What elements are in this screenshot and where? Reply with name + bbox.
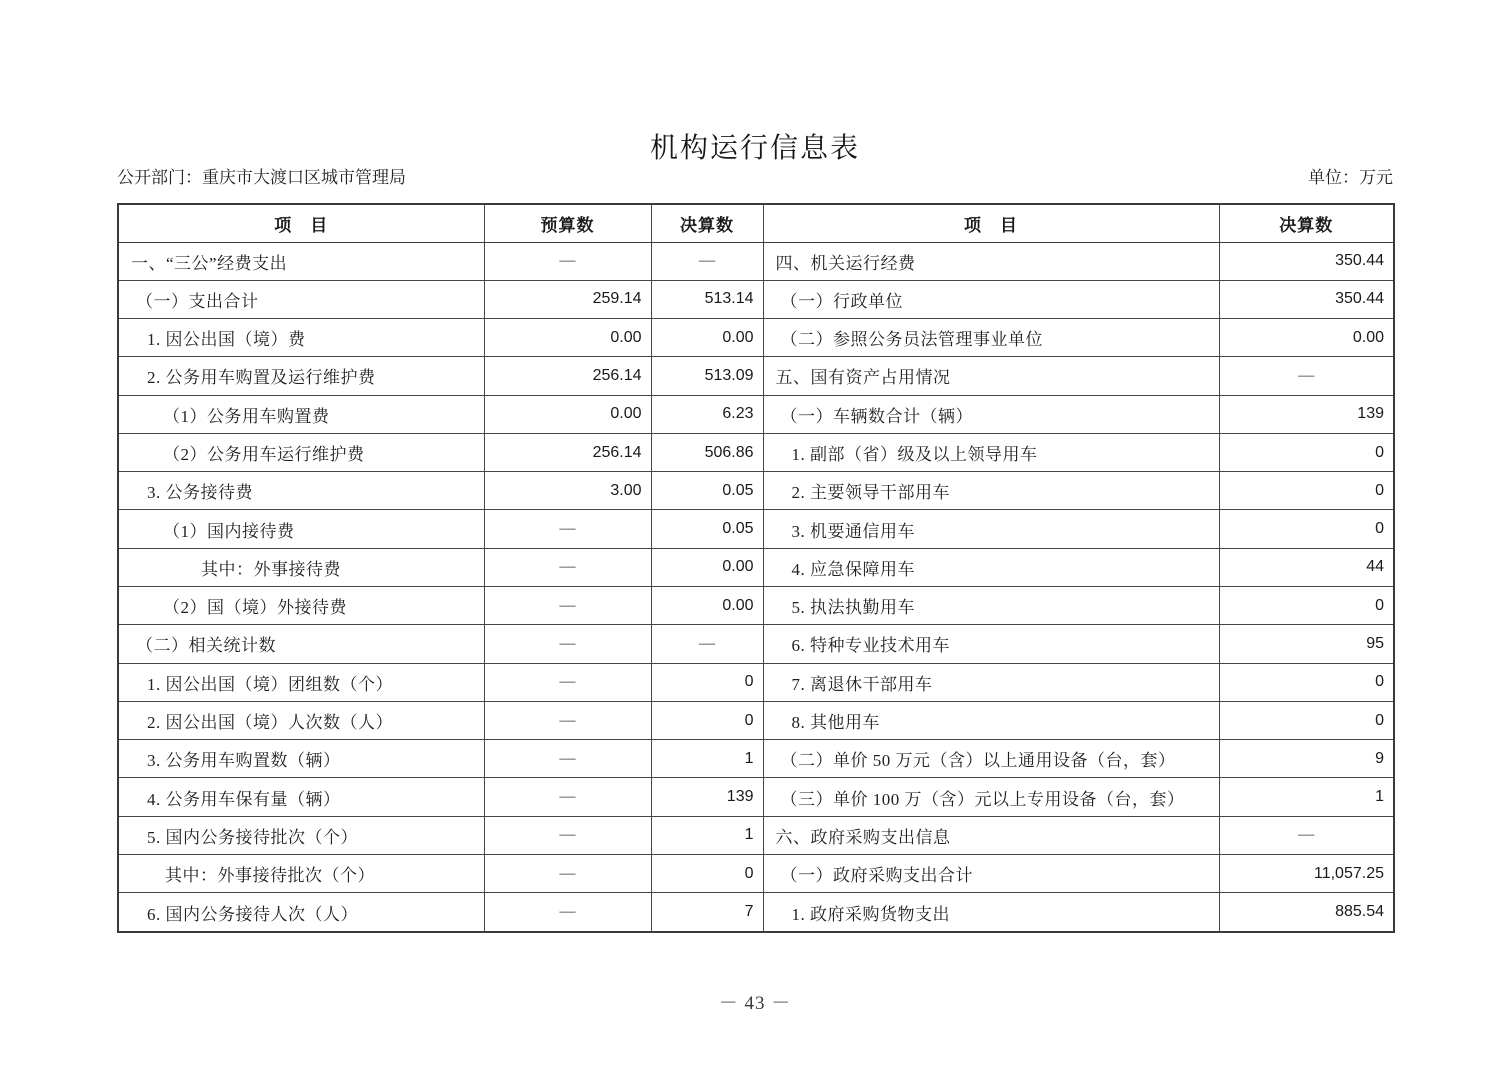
item-cell-right: （一）政府采购支出合计: [763, 855, 1219, 893]
item-cell-right: （一）行政单位: [763, 280, 1219, 318]
final-value-cell-left: —: [651, 242, 763, 280]
final-value-cell-left: 0.00: [651, 319, 763, 357]
final-value-cell-right: 44: [1219, 548, 1394, 586]
table-row: [118, 625, 1394, 663]
budget-value-cell: —: [484, 625, 651, 663]
budget-value-cell: —: [484, 701, 651, 739]
final-value-cell-left: 0.05: [651, 510, 763, 548]
col-header-item-right: 项 目: [763, 204, 1219, 242]
final-value-cell-right: 350.44: [1219, 242, 1394, 280]
budget-value-cell: —: [484, 663, 651, 701]
final-value-cell-left: 1: [651, 816, 763, 854]
col-header-item-left: 项 目: [118, 204, 484, 242]
item-cell-left: （二）相关统计数: [118, 625, 484, 663]
table-row: [118, 816, 1394, 854]
item-cell-left: （一）支出合计: [118, 280, 484, 318]
table-body: [118, 242, 1394, 932]
table-row: [118, 242, 1394, 280]
table-row: [118, 433, 1394, 471]
final-value-cell-right: 885.54: [1219, 893, 1394, 932]
budget-value-cell: —: [484, 242, 651, 280]
budget-value-cell: 259.14: [484, 280, 651, 318]
final-value-cell-left: —: [651, 625, 763, 663]
table-row: [118, 395, 1394, 433]
table-row: [118, 587, 1394, 625]
table-row: [118, 548, 1394, 586]
final-value-cell-right: 0: [1219, 663, 1394, 701]
item-cell-right: （三）单价 100 万（含）元以上专用设备（台，套）: [763, 778, 1219, 816]
table-row: [118, 510, 1394, 548]
item-cell-left: （2）国（境）外接待费: [118, 587, 484, 625]
item-cell-right: （二）参照公务员法管理事业单位: [763, 319, 1219, 357]
final-value-cell-left: 513.14: [651, 280, 763, 318]
item-cell-left: 4. 公务用车保有量（辆）: [118, 778, 484, 816]
budget-value-cell: —: [484, 510, 651, 548]
final-value-cell-left: 0.00: [651, 587, 763, 625]
table-row: [118, 472, 1394, 510]
budget-value-cell: —: [484, 893, 651, 932]
table-row: [118, 893, 1394, 932]
item-cell-right: 7. 离退休干部用车: [763, 663, 1219, 701]
item-cell-left: 5. 国内公务接待批次（个）: [118, 816, 484, 854]
col-header-budget: 预算数: [484, 204, 651, 242]
table-row: [118, 357, 1394, 395]
item-cell-left: （2）公务用车运行维护费: [118, 433, 484, 471]
budget-value-cell: —: [484, 778, 651, 816]
final-value-cell-left: 506.86: [651, 433, 763, 471]
final-value-cell-right: 0: [1219, 472, 1394, 510]
item-cell-left: 1. 因公出国（境）团组数（个）: [118, 663, 484, 701]
table-header-row: [118, 204, 1394, 242]
item-cell-left: 3. 公务用车购置数（辆）: [118, 740, 484, 778]
item-cell-right: 6. 特种专业技术用车: [763, 625, 1219, 663]
final-value-cell-left: 0.05: [651, 472, 763, 510]
final-value-cell-left: 513.09: [651, 357, 763, 395]
institution-operation-table: [117, 203, 1395, 933]
item-cell-right: 4. 应急保障用车: [763, 548, 1219, 586]
table-row: [118, 280, 1394, 318]
table-row: [118, 319, 1394, 357]
final-value-cell-right: 0: [1219, 587, 1394, 625]
final-value-cell-right: 0: [1219, 433, 1394, 471]
item-cell-left: 其中：外事接待批次（个）: [118, 855, 484, 893]
item-cell-right: 1. 政府采购货物支出: [763, 893, 1219, 932]
item-cell-left: 2. 因公出国（境）人次数（人）: [118, 701, 484, 739]
item-cell-left: 1. 因公出国（境）费: [118, 319, 484, 357]
item-cell-left: （1）国内接待费: [118, 510, 484, 548]
item-cell-right: 四、机关运行经费: [763, 242, 1219, 280]
budget-value-cell: 256.14: [484, 433, 651, 471]
budget-value-cell: —: [484, 816, 651, 854]
meta-row: [117, 163, 1393, 188]
final-value-cell-left: 139: [651, 778, 763, 816]
final-value-cell-right: 0: [1219, 701, 1394, 739]
item-cell-left: 其中：外事接待费: [118, 548, 484, 586]
item-cell-left: 6. 国内公务接待人次（人）: [118, 893, 484, 932]
final-value-cell-right: —: [1219, 357, 1394, 395]
final-value-cell-left: 0: [651, 855, 763, 893]
table-row: [118, 701, 1394, 739]
final-value-cell-left: 6.23: [651, 395, 763, 433]
item-cell-left: （1）公务用车购置费: [118, 395, 484, 433]
item-cell-right: 五、国有资产占用情况: [763, 357, 1219, 395]
budget-value-cell: —: [484, 548, 651, 586]
final-value-cell-left: 0: [651, 663, 763, 701]
final-value-cell-right: 0: [1219, 510, 1394, 548]
table-row: [118, 740, 1394, 778]
final-value-cell-right: 1: [1219, 778, 1394, 816]
final-value-cell-right: —: [1219, 816, 1394, 854]
page-title: 机构运行信息表: [649, 133, 860, 164]
item-cell-left: 一、“三公”经费支出: [118, 242, 484, 280]
final-value-cell-left: 7: [651, 893, 763, 932]
budget-value-cell: —: [484, 740, 651, 778]
item-cell-right: （二）单价 50 万元（含）以上通用设备（台，套）: [763, 740, 1219, 778]
item-cell-right: 2. 主要领导干部用车: [763, 472, 1219, 510]
item-cell-left: 3. 公务接待费: [118, 472, 484, 510]
table-row: [118, 663, 1394, 701]
col-header-final-left: 决算数: [651, 204, 763, 242]
final-value-cell-left: 1: [651, 740, 763, 778]
budget-value-cell: 256.14: [484, 357, 651, 395]
final-value-cell-right: 9: [1219, 740, 1394, 778]
final-value-cell-right: 11,057.25: [1219, 855, 1394, 893]
item-cell-left: 2. 公务用车购置及运行维护费: [118, 357, 484, 395]
final-value-cell-right: 350.44: [1219, 280, 1394, 318]
item-cell-right: 3. 机要通信用车: [763, 510, 1219, 548]
final-value-cell-right: 139: [1219, 395, 1394, 433]
budget-value-cell: —: [484, 587, 651, 625]
item-cell-right: （一）车辆数合计（辆）: [763, 395, 1219, 433]
department-label: 公开部门：重庆市大渡口区城市管理局: [117, 168, 406, 187]
unit-label: 单位：万元: [1308, 168, 1393, 187]
budget-value-cell: 0.00: [484, 319, 651, 357]
final-value-cell-right: 0.00: [1219, 319, 1394, 357]
item-cell-right: 5. 执法执勤用车: [763, 587, 1219, 625]
budget-value-cell: 0.00: [484, 395, 651, 433]
final-value-cell-left: 0: [651, 701, 763, 739]
budget-value-cell: 3.00: [484, 472, 651, 510]
budget-value-cell: —: [484, 855, 651, 893]
final-value-cell-left: 0.00: [651, 548, 763, 586]
page-number: － 43 －: [718, 993, 792, 1014]
col-header-final-right: 决算数: [1219, 204, 1394, 242]
item-cell-right: 8. 其他用车: [763, 701, 1219, 739]
item-cell-right: 六、政府采购支出信息: [763, 816, 1219, 854]
item-cell-right: 1. 副部（省）级及以上领导用车: [763, 433, 1219, 471]
table-row: [118, 778, 1394, 816]
table-row: [118, 855, 1394, 893]
final-value-cell-right: 95: [1219, 625, 1394, 663]
